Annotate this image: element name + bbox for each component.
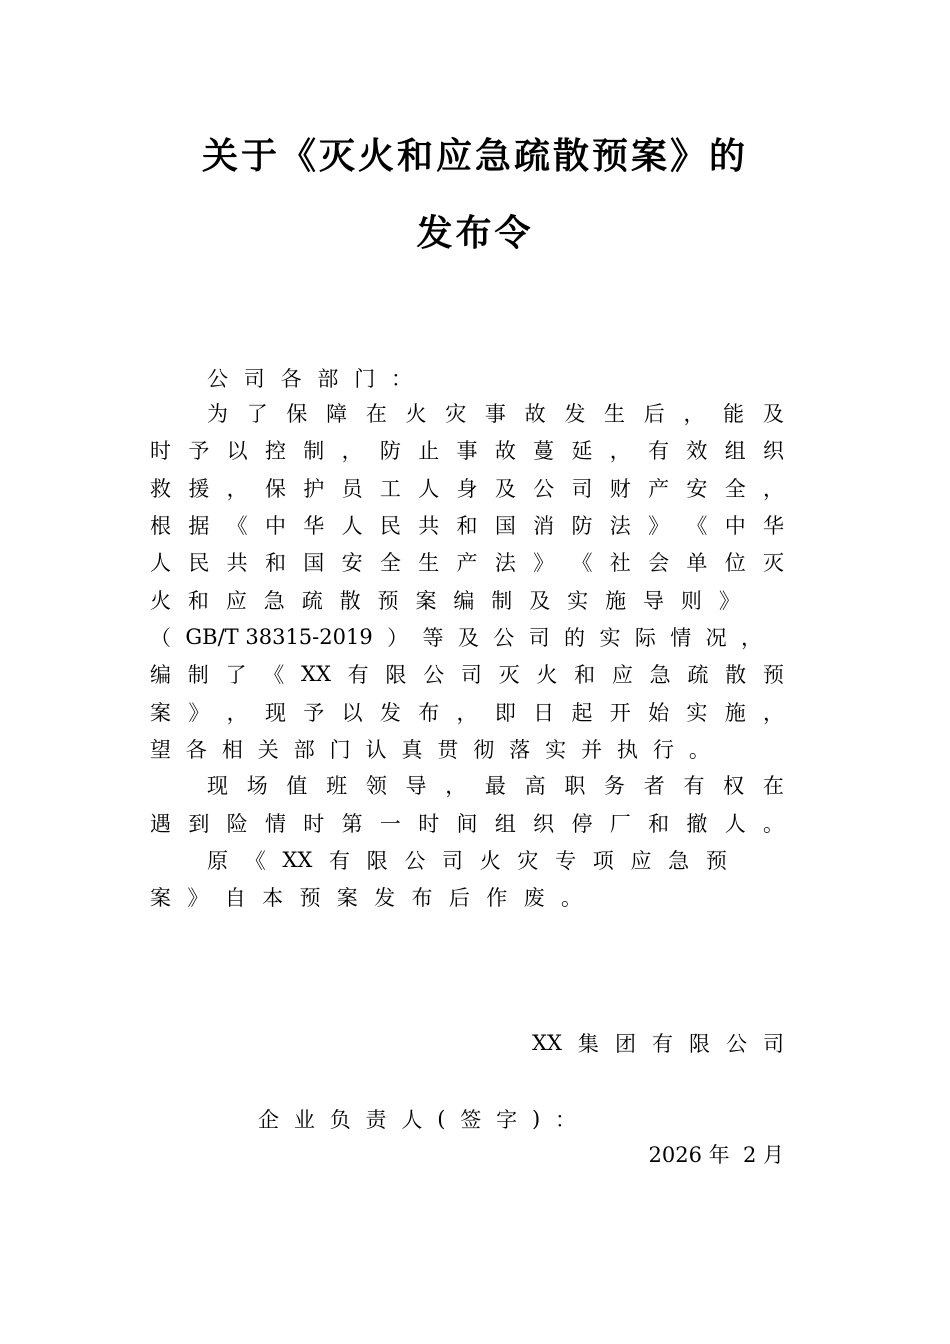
text-glyph: 法 — [494, 551, 516, 575]
text-glyph: 专 — [555, 849, 577, 873]
text-glyph: 司 — [528, 626, 550, 650]
text-glyph: ， — [741, 626, 762, 650]
text-glyph: 司 — [571, 477, 593, 501]
body-line — [207, 770, 784, 800]
text-glyph: 各 — [185, 738, 207, 762]
text-glyph: 国 — [494, 514, 516, 538]
text-glyph: 负 — [329, 1108, 351, 1132]
text-glyph: 共 — [226, 551, 248, 575]
text-glyph: 公 — [207, 367, 228, 391]
text-glyph: （ — [150, 626, 171, 650]
text-glyph: 共 — [418, 514, 440, 538]
text-glyph: 人 — [724, 812, 746, 836]
text-glyph: ： — [555, 1108, 576, 1132]
text-glyph: 保 — [286, 402, 308, 426]
text-glyph: 最 — [484, 774, 506, 798]
text-glyph: 后 — [643, 402, 665, 426]
text-glyph: 相 — [221, 738, 243, 762]
text-glyph: 有 — [347, 663, 369, 687]
text-glyph: 停 — [571, 812, 593, 836]
text-glyph: 事 — [456, 439, 478, 463]
text-glyph: 况 — [705, 626, 727, 650]
text-glyph: ， — [609, 439, 631, 463]
text-glyph: 人 — [341, 514, 363, 538]
text-glyph: 团 — [614, 1032, 636, 1056]
text-glyph: 制 — [187, 663, 209, 687]
text-glyph: 布 — [418, 701, 440, 725]
text-glyph: 有 — [683, 774, 705, 798]
text-glyph: 情 — [670, 626, 692, 650]
text-glyph: 现 — [264, 701, 286, 725]
text-glyph: ， — [763, 701, 784, 725]
text-glyph: 职 — [564, 774, 586, 798]
text-glyph: 生 — [604, 402, 626, 426]
text-glyph: 能 — [723, 402, 745, 426]
text-glyph: 原 — [207, 849, 228, 873]
text-glyph: 各 — [280, 367, 302, 391]
text-glyph: 一 — [379, 812, 401, 836]
text-glyph: 集 — [577, 1032, 599, 1056]
text-glyph: 实 — [567, 589, 589, 613]
text-glyph: 救 — [150, 477, 171, 501]
text-glyph: 火 — [479, 849, 501, 873]
text-glyph: 部 — [293, 738, 315, 762]
text-glyph: 企 — [258, 1108, 279, 1132]
text-glyph: 日 — [533, 701, 555, 725]
text-glyph: 开 — [609, 701, 631, 725]
text-glyph: 予 — [303, 701, 325, 725]
text-glyph: 延 — [571, 439, 593, 463]
text-glyph: 情 — [264, 812, 286, 836]
text-glyph: 司 — [243, 367, 265, 391]
text-glyph: 制 — [303, 439, 325, 463]
body-line — [150, 547, 784, 577]
text-glyph: 高 — [524, 774, 546, 798]
text-glyph: ( — [437, 1107, 446, 1131]
text-glyph: 场 — [246, 774, 268, 798]
text-glyph: 班 — [326, 774, 348, 798]
text-glyph: 了 — [225, 663, 247, 687]
text-glyph: 根 — [150, 514, 171, 538]
text-glyph: 》 — [187, 886, 209, 910]
text-glyph: 据 — [188, 514, 210, 538]
text-glyph: 公 — [725, 1032, 747, 1056]
text-glyph: 和 — [264, 551, 286, 575]
text-glyph: 编 — [150, 663, 171, 687]
text-glyph: 导 — [405, 774, 427, 798]
text-glyph: GB/T 38315-2019 — [185, 625, 373, 649]
text-glyph: 关 — [257, 738, 279, 762]
text-glyph: 则 — [680, 589, 702, 613]
text-glyph: 员 — [341, 477, 363, 501]
text-glyph: 司 — [460, 663, 482, 687]
text-glyph: 工 — [379, 477, 401, 501]
text-glyph: 单 — [686, 551, 708, 575]
text-glyph: 起 — [571, 701, 593, 725]
text-glyph: 责 — [365, 1108, 387, 1132]
document-title-line-1: 关于《灭火和应急疏散预案》的 — [201, 135, 748, 177]
text-glyph: 公 — [404, 849, 426, 873]
text-glyph: XX — [301, 662, 331, 686]
body-line — [150, 473, 784, 503]
text-glyph: 中 — [264, 514, 286, 538]
text-glyph: 务 — [604, 774, 626, 798]
text-glyph: 发 — [379, 701, 401, 725]
text-glyph: 行 — [652, 738, 674, 762]
text-glyph: 的 — [564, 626, 586, 650]
text-glyph: 全 — [724, 477, 746, 501]
text-glyph: 应 — [225, 589, 247, 613]
text-glyph: 火 — [150, 589, 171, 613]
text-glyph: 障 — [326, 402, 348, 426]
text-glyph: 灭 — [498, 663, 520, 687]
text-glyph: 止 — [418, 439, 440, 463]
text-glyph: 。 — [688, 738, 710, 762]
text-glyph: 》 — [188, 701, 210, 725]
text-glyph: 门 — [329, 738, 351, 762]
text-glyph: 为 — [207, 402, 228, 426]
text-glyph: 第 — [341, 812, 363, 836]
text-glyph: ， — [683, 402, 705, 426]
text-glyph: 限 — [366, 849, 388, 873]
text-glyph: 厂 — [609, 812, 631, 836]
text-glyph: 等 — [422, 626, 444, 650]
text-glyph: ） — [387, 626, 409, 650]
text-glyph: 施 — [605, 589, 627, 613]
text-glyph: 到 — [188, 812, 210, 836]
text-glyph: 实 — [599, 626, 621, 650]
text-glyph: 身 — [456, 477, 478, 501]
text-glyph: 》 — [718, 589, 740, 613]
text-glyph: 案 — [415, 589, 437, 613]
text-glyph: 社 — [609, 551, 631, 575]
text-glyph: 。 — [560, 886, 582, 910]
text-glyph: 彻 — [473, 738, 495, 762]
text-glyph: 全 — [379, 551, 401, 575]
text-glyph: 予 — [188, 439, 210, 463]
body-line — [150, 659, 784, 689]
body-line — [150, 808, 784, 838]
text-glyph: 门 — [354, 367, 376, 391]
text-glyph: 位 — [724, 551, 746, 575]
text-glyph: 及 — [762, 402, 784, 426]
text-glyph: 案 — [336, 886, 358, 910]
text-glyph: 作 — [486, 886, 508, 910]
text-glyph: 散 — [339, 589, 361, 613]
signature-person-label — [258, 1104, 576, 1134]
text-glyph: ， — [445, 774, 467, 798]
text-glyph: 自 — [224, 886, 246, 910]
text-glyph: 预 — [299, 886, 321, 910]
text-glyph: 了 — [246, 402, 268, 426]
text-glyph: 制 — [491, 589, 513, 613]
text-glyph: 灾 — [517, 849, 539, 873]
text-glyph: 《 — [571, 551, 593, 575]
signature-company — [532, 1028, 784, 1058]
text-glyph: 预 — [705, 849, 727, 873]
body-line — [150, 510, 784, 540]
text-glyph: 产 — [648, 477, 670, 501]
text-glyph: 急 — [668, 849, 690, 873]
text-glyph: 并 — [581, 738, 603, 762]
text-glyph: 会 — [648, 551, 670, 575]
text-glyph: 即 — [494, 701, 516, 725]
text-glyph: ， — [763, 477, 784, 501]
text-glyph: 故 — [524, 402, 546, 426]
text-glyph: 预 — [762, 663, 784, 687]
text-glyph: 字 — [496, 1108, 518, 1132]
text-glyph: 生 — [418, 551, 440, 575]
text-glyph: 故 — [494, 439, 516, 463]
text-glyph: 始 — [648, 701, 670, 725]
text-glyph: 灾 — [445, 402, 467, 426]
text-glyph: 人 — [418, 477, 440, 501]
text-glyph: 贯 — [437, 738, 459, 762]
text-glyph: 险 — [226, 812, 248, 836]
text-glyph: 时 — [150, 439, 171, 463]
text-glyph: 保 — [264, 477, 286, 501]
text-glyph: 《 — [226, 514, 248, 538]
text-glyph: 后 — [448, 886, 470, 910]
text-glyph: 和 — [648, 812, 670, 836]
text-glyph: 急 — [649, 663, 671, 687]
text-glyph: 现 — [207, 774, 228, 798]
text-glyph: 落 — [509, 738, 531, 762]
text-glyph: ， — [456, 701, 478, 725]
text-glyph: 及 — [457, 626, 479, 650]
body-line — [207, 398, 784, 428]
body-line — [150, 585, 740, 615]
text-glyph: 施 — [724, 701, 746, 725]
text-glyph: 国 — [303, 551, 325, 575]
text-glyph: 签 — [460, 1108, 482, 1132]
text-glyph: 有 — [648, 439, 670, 463]
text-glyph: 应 — [630, 849, 652, 873]
text-glyph: 人 — [150, 551, 171, 575]
text-glyph: 民 — [188, 551, 210, 575]
text-glyph: 执 — [616, 738, 638, 762]
text-glyph: 火 — [536, 663, 558, 687]
text-glyph: 疏 — [301, 589, 323, 613]
text-glyph: 急 — [263, 589, 285, 613]
text-glyph: 应 — [611, 663, 633, 687]
text-glyph: XX — [282, 848, 313, 872]
text-glyph: 时 — [303, 812, 325, 836]
text-glyph: 限 — [385, 663, 407, 687]
text-glyph: 《 — [244, 849, 266, 873]
text-glyph: 华 — [763, 514, 784, 538]
text-glyph: ， — [226, 701, 248, 725]
text-glyph: XX — [532, 1031, 562, 1055]
text-glyph: 领 — [365, 774, 387, 798]
text-glyph: 安 — [341, 551, 363, 575]
text-glyph: 有 — [651, 1032, 673, 1056]
text-glyph: 认 — [365, 738, 387, 762]
text-glyph: 部 — [317, 367, 339, 391]
text-glyph: 时 — [418, 812, 440, 836]
text-glyph: 以 — [341, 701, 363, 725]
text-glyph: 废 — [523, 886, 545, 910]
text-glyph: 《 — [263, 663, 285, 687]
text-glyph: 项 — [592, 849, 614, 873]
text-glyph: 案 — [150, 701, 171, 725]
text-glyph: 和 — [574, 663, 596, 687]
text-glyph: 《 — [686, 514, 708, 538]
text-glyph: 限 — [688, 1032, 710, 1056]
text-glyph: 间 — [456, 812, 478, 836]
text-glyph: 灭 — [763, 551, 784, 575]
text-glyph: 效 — [686, 439, 708, 463]
body-line — [150, 734, 710, 764]
text-glyph: 发 — [564, 402, 586, 426]
text-glyph: 和 — [187, 589, 209, 613]
text-glyph: 在 — [762, 774, 784, 798]
text-glyph: 组 — [724, 439, 746, 463]
text-glyph: 实 — [686, 701, 708, 725]
text-glyph: 》 — [533, 551, 555, 575]
text-glyph: 司 — [763, 1032, 784, 1056]
text-glyph: 在 — [365, 402, 387, 426]
text-glyph: 防 — [571, 514, 593, 538]
text-glyph: 事 — [484, 402, 506, 426]
text-glyph: 者 — [643, 774, 665, 798]
text-glyph: 散 — [725, 663, 747, 687]
text-glyph: 产 — [456, 551, 478, 575]
body-line — [207, 845, 727, 875]
text-glyph: 火 — [405, 402, 427, 426]
text-glyph: 组 — [494, 812, 516, 836]
text-glyph: 护 — [303, 477, 325, 501]
text-glyph: 值 — [286, 774, 308, 798]
text-glyph: 民 — [379, 514, 401, 538]
text-glyph: 及 — [529, 589, 551, 613]
text-glyph: 安 — [686, 477, 708, 501]
text-glyph: 及 — [494, 477, 516, 501]
text-glyph: 望 — [150, 738, 171, 762]
text-glyph: 布 — [411, 886, 433, 910]
text-glyph: 公 — [533, 477, 555, 501]
body-line — [150, 435, 784, 465]
text-glyph: 》 — [648, 514, 670, 538]
text-glyph: 案 — [150, 886, 171, 910]
body-line — [150, 622, 762, 652]
text-glyph: 发 — [374, 886, 396, 910]
text-glyph: ， — [226, 477, 248, 501]
text-glyph: 援 — [188, 477, 210, 501]
text-glyph: 人 — [401, 1108, 423, 1132]
text-glyph: ) — [531, 1107, 541, 1131]
body-line — [150, 882, 582, 912]
text-glyph: 遇 — [150, 812, 171, 836]
document-title-line-2: 发布令 — [416, 212, 534, 254]
text-glyph: 有 — [328, 849, 350, 873]
text-glyph: 际 — [634, 626, 656, 650]
text-glyph: 本 — [262, 886, 284, 910]
text-glyph: 导 — [642, 589, 664, 613]
text-glyph: 蔓 — [533, 439, 555, 463]
text-glyph: 和 — [456, 514, 478, 538]
text-glyph: 预 — [377, 589, 399, 613]
text-glyph: 撤 — [686, 812, 708, 836]
signature-date: 2026 年 2 月 — [648, 1143, 784, 1167]
body-line — [150, 697, 784, 727]
text-glyph: 公 — [423, 663, 445, 687]
text-glyph: 织 — [533, 812, 555, 836]
text-glyph: 实 — [545, 738, 567, 762]
text-glyph: 真 — [401, 738, 423, 762]
text-glyph: 控 — [264, 439, 286, 463]
text-glyph: ， — [341, 439, 363, 463]
text-glyph: 权 — [723, 774, 745, 798]
text-glyph: 防 — [379, 439, 401, 463]
text-glyph: 公 — [493, 626, 515, 650]
text-glyph: 司 — [442, 849, 464, 873]
text-glyph: 编 — [453, 589, 475, 613]
text-glyph: 华 — [303, 514, 325, 538]
text-glyph: 疏 — [687, 663, 709, 687]
text-glyph: 中 — [724, 514, 746, 538]
text-glyph: 消 — [533, 514, 555, 538]
greeting — [207, 363, 412, 393]
text-glyph: 织 — [763, 439, 784, 463]
text-glyph: ： — [390, 367, 412, 391]
text-glyph: 以 — [226, 439, 248, 463]
text-glyph: 业 — [293, 1108, 315, 1132]
text-glyph: 。 — [763, 812, 784, 836]
text-glyph: 法 — [609, 514, 631, 538]
text-glyph: 财 — [609, 477, 631, 501]
